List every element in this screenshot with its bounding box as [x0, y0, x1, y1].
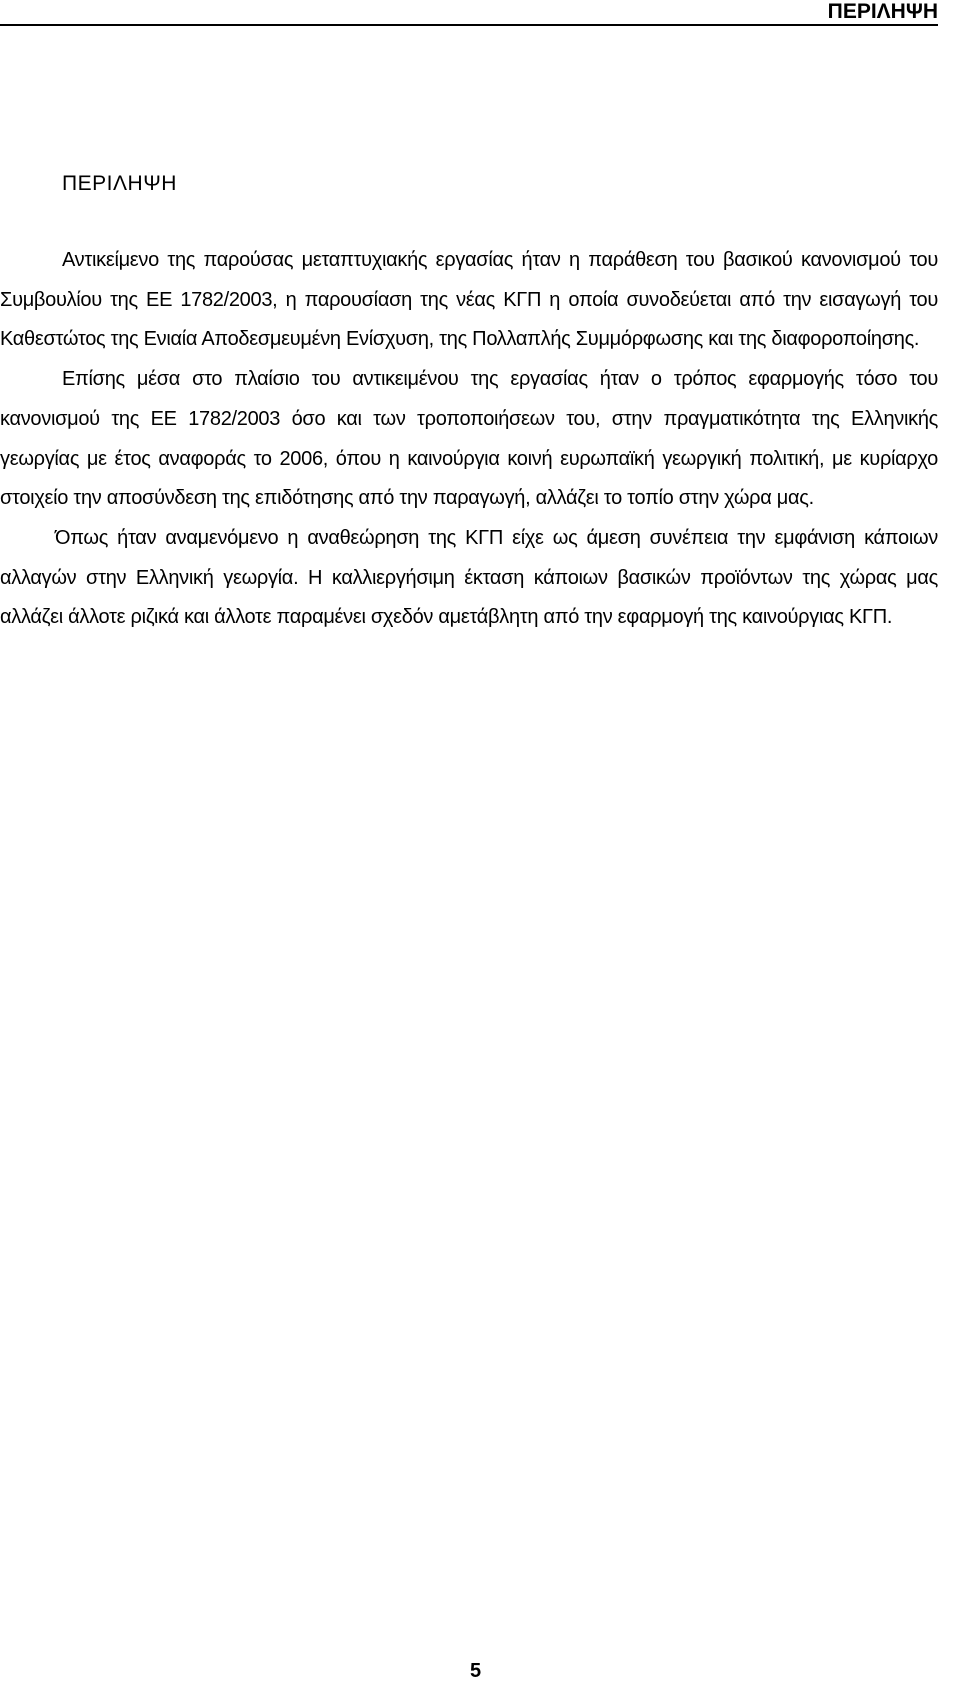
running-header: ΠΕΡΙΛΗΨΗ	[827, 0, 938, 23]
paragraph-1: Αντικείμενο της παρούσας μεταπτυχιακής εργασίας ήταν η παράθεση του βασικού κανονισμού του Συμβουλίου της ΕΕ 1782/2003, η παρουσίαση της νέας ΚΓΠ η οποία συνοδεύεται από την εισαγωγή του Καθεστώτος της Ενιαία Αποδεσμευμένη Ενίσχυση, της Πολλαπλής Συμμόρφωσης και της διαφοροποίησης.	[0, 249, 938, 351]
paragraph-2: Επίσης μέσα στο πλαίσιο του αντικειμένου της εργασίας ήταν ο τρόπος εφαρμογής τόσο του κανονισμού της ΕΕ 1782/2003 όσο και των τροποποιήσεων του, στην πραγματικότητα της Ελληνικής γεωργίας με έτος αναφοράς το 2006, όπου η καινούργια κοινή ευρωπαϊκή γεωργική πολιτική, με κυρίαρχο στοιχείο την αποσύνδεση της επιδότησης από την παραγωγή, αλλάζει το τοπίο στην χώρα μας.	[0, 368, 938, 510]
body-text	[0, 241, 938, 638]
section-title: ΠΕΡΙΛΗΨΗ	[62, 172, 177, 195]
page-number: 5	[470, 1660, 482, 1682]
header-rule	[0, 24, 938, 26]
paragraph-3: Όπως ήταν αναμενόμενο η αναθεώρηση της ΚΓΠ είχε ως άμεση συνέπεια την εμφάνιση κάποιων αλλαγών στην Ελληνική γεωργία. Η καλλιεργήσιμη έκταση κάποιων βασικών προϊόντων της χώρας μας αλλάζει άλλοτε ριζικά και άλλοτε παραμένει σχεδόν αμετάβλητη από την εφαρμογή της καινούργιας ΚΓΠ.	[0, 526, 938, 629]
